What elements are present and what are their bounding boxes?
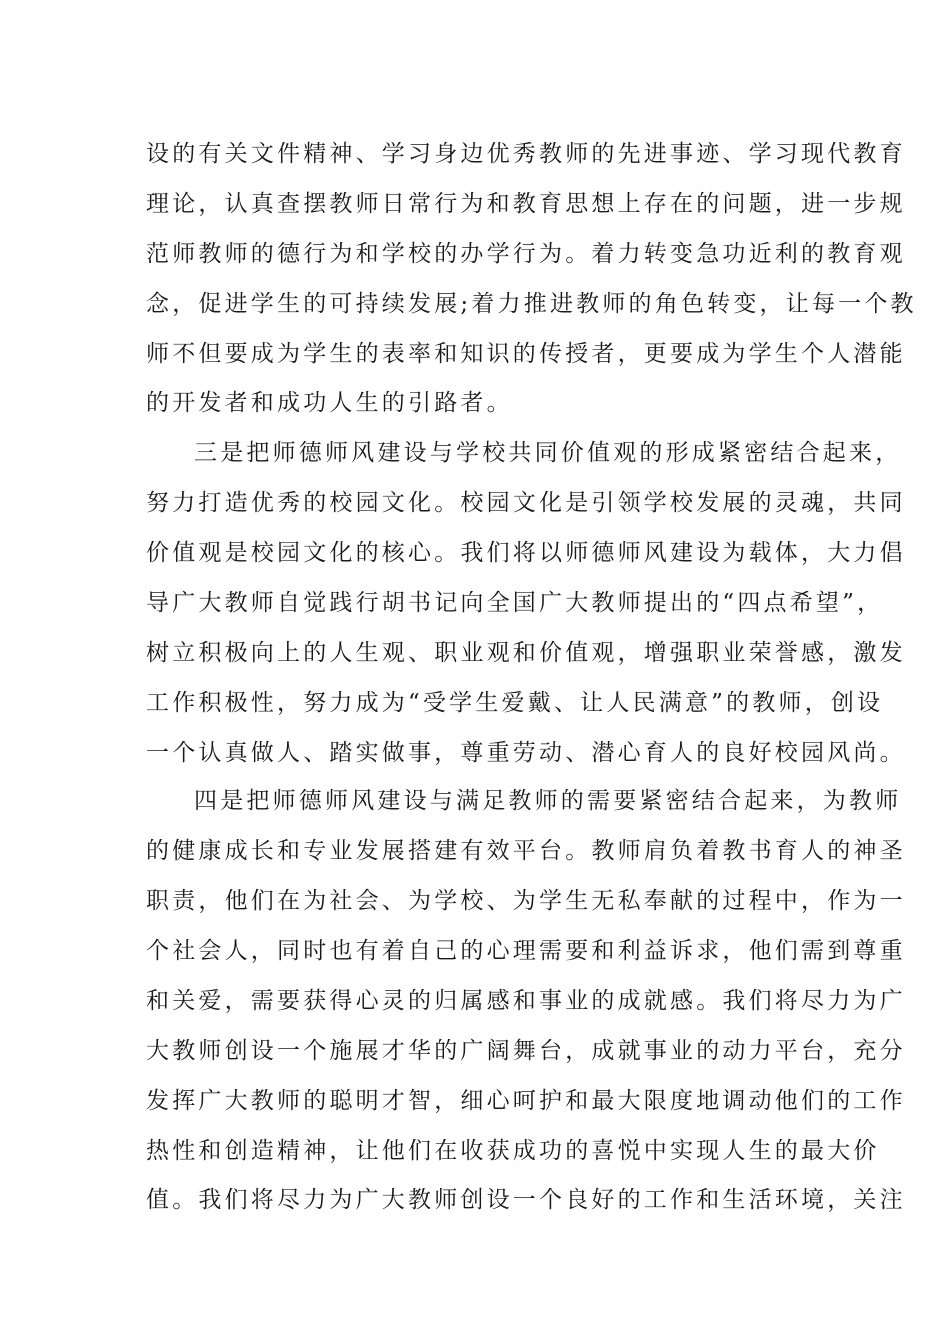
paragraph-1-line-3: 范师教师的德行为和学校的办学行为。着力转变急功近利的教育观 — [146, 241, 906, 267]
paragraph-2-line-4: 导广大教师自觉践行胡书记向全国广大教师提出的“四点希望”， — [146, 590, 884, 616]
paragraph-2-line-3: 价值观是校园文化的核心。我们将以师德师风建设为载体，大力倡 — [146, 540, 906, 566]
paragraph-2-line-2: 努力打造优秀的校园文化。校园文化是引领学校发展的灵魂，共同 — [146, 490, 906, 516]
paragraph-1-line-2: 理论，认真查摆教师日常行为和教育思想上存在的问题，进一步规 — [146, 191, 906, 217]
paragraph-2-line-6: 工作积极性，努力成为“受学生爱戴、让人民满意”的教师，创设 — [146, 690, 884, 716]
paragraph-3-line-4: 个社会人，同时也有着自己的心理需要和利益诉求，他们需到尊重 — [146, 938, 906, 964]
paragraph-3-line-5: 和关爱，需要获得心灵的归属感和事业的成就感。我们将尽力为广 — [146, 988, 906, 1014]
paragraph-3-line-1: 四是把师德师风建设与满足教师的需要紧密结合起来，为教师 — [194, 788, 902, 814]
paragraph-3-line-2: 的健康成长和专业发展搭建有效平台。教师肩负着教书育人的神圣 — [146, 838, 906, 864]
paragraph-3-line-3: 职责，他们在为社会、为学校、为学生无私奉献的过程中，作为一 — [146, 888, 906, 914]
paragraph-3-line-6: 大教师创设一个施展才华的广阔舞台，成就事业的动力平台，充分 — [146, 1038, 906, 1064]
paragraph-2-line-7: 一个认真做人、踏实做事，尊重劳动、潜心育人的良好校园风尚。 — [146, 740, 906, 766]
paragraph-2-line-5: 树立积极向上的人生观、职业观和价值观，增强职业荣誉感，激发 — [146, 640, 906, 666]
paragraph-1-line-1: 设的有关文件精神、学习身边优秀教师的先进事迹、学习现代教育 — [146, 141, 906, 167]
paragraph-1-line-6: 的开发者和成功人生的引路者。 — [146, 390, 513, 416]
paragraph-3-line-9: 值。我们将尽力为广大教师创设一个良好的工作和生活环境，关注 — [146, 1187, 906, 1213]
paragraph-3-line-8: 热性和创造精神，让他们在收获成功的喜悦中实现人生的最大价 — [146, 1138, 880, 1164]
paragraph-2-line-1: 三是把师德师风建设与学校共同价值观的形成紧密结合起来， — [194, 440, 902, 466]
paragraph-1-line-4: 念，促进学生的可持续发展;着力推进教师的角色转变，让每一个教 — [146, 291, 917, 317]
paragraph-1-line-5: 师不但要成为学生的表率和知识的传授者，更要成为学生个人潜能 — [146, 341, 906, 367]
paragraph-3-line-7: 发挥广大教师的聪明才智，细心呵护和最大限度地调动他们的工作 — [146, 1088, 906, 1114]
